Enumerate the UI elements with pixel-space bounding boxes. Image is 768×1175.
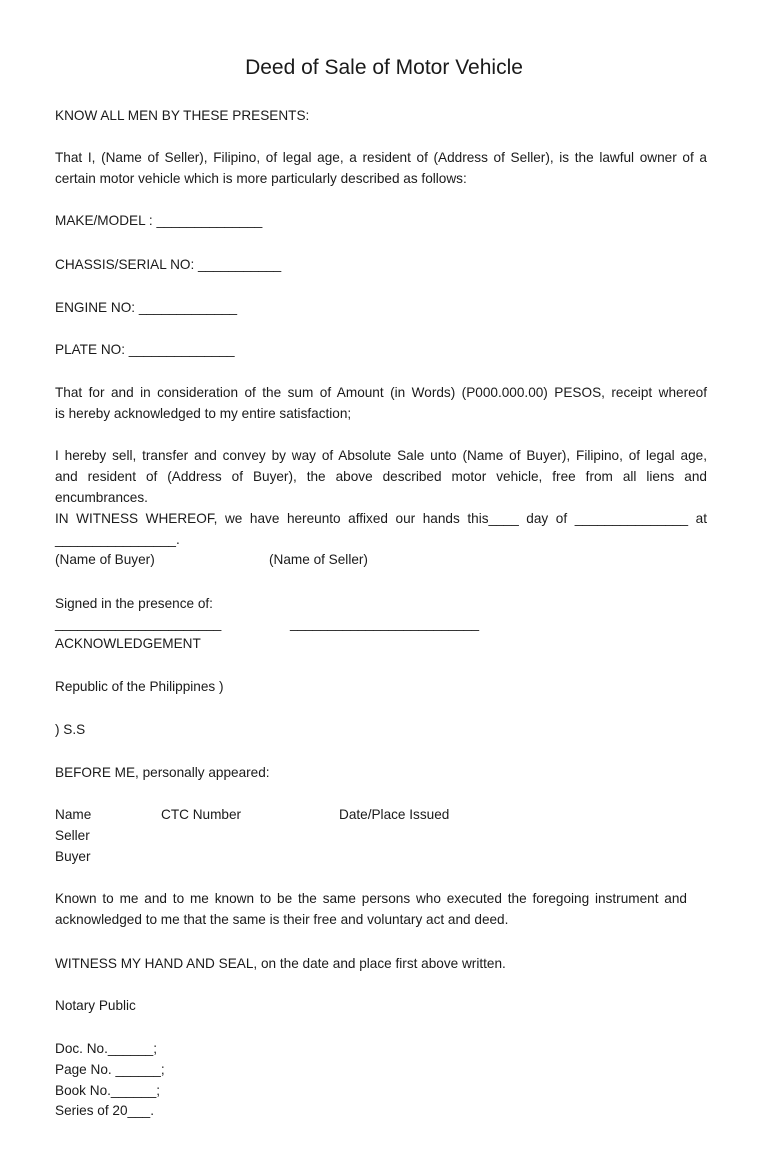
chassis-field: CHASSIS/SERIAL NO: ___________ bbox=[55, 257, 282, 272]
witness-hand-text: WITNESS MY HAND AND SEAL, on the date and place first above written. bbox=[55, 956, 506, 971]
page-no-field: Page No. ______; bbox=[55, 1062, 165, 1077]
table-header-date-place: Date/Place Issued bbox=[339, 807, 450, 822]
republic-text: Republic of the Philippines ) bbox=[55, 679, 224, 694]
acknowledgement-heading: ACKNOWLEDGEMENT bbox=[55, 636, 201, 651]
consideration-line-1: That for and in consideration of the sum of Amount (in Words) (P000.000.00) PESOS, receipt whereof bbox=[55, 385, 707, 400]
table-header-ctc: CTC Number bbox=[161, 807, 242, 822]
table-header-name: Name bbox=[55, 807, 92, 822]
sale-line-2: and resident of (Address of Buyer), the above described motor vehicle, free from all liens and bbox=[55, 469, 707, 484]
consideration-line-2: is hereby acknowledged to my entire satisfaction; bbox=[55, 406, 352, 421]
sale-line-1: I hereby sell, transfer and convey by way of Absolute Sale unto (Name of Buyer), Filipino, of legal age, bbox=[55, 448, 707, 463]
ss-text: ) S.S bbox=[55, 722, 86, 737]
buyer-name-label: (Name of Buyer) bbox=[55, 552, 155, 567]
series-field: Series of 20___. bbox=[55, 1103, 154, 1118]
make-model-field: MAKE/MODEL : ______________ bbox=[55, 213, 263, 228]
witness-line-1: IN WITNESS WHEREOF, we have hereunto affixed our hands this____ day of _______________ at bbox=[55, 511, 707, 526]
book-no-field: Book No.______; bbox=[55, 1083, 161, 1098]
before-me-text: BEFORE ME, personally appeared: bbox=[55, 765, 270, 780]
presence-text: Signed in the presence of: bbox=[55, 596, 213, 611]
notary-public-text: Notary Public bbox=[55, 998, 136, 1013]
doc-no-field: Doc. No.______; bbox=[55, 1041, 158, 1056]
seller-name-label: (Name of Seller) bbox=[269, 552, 368, 567]
plate-field: PLATE NO: ______________ bbox=[55, 342, 235, 357]
witness-signature-line-right: _________________________ bbox=[290, 616, 480, 631]
known-line-2: acknowledged to me that the same is their free and voluntary act and deed. bbox=[55, 912, 509, 927]
engine-field: ENGINE NO: _____________ bbox=[55, 300, 238, 315]
known-line-1: Known to me and to me known to be the same persons who executed the foregoing instrument and bbox=[55, 891, 687, 906]
ownership-line-2: certain motor vehicle which is more particularly described as follows: bbox=[55, 171, 467, 186]
page-title: Deed of Sale of Motor Vehicle bbox=[245, 56, 523, 79]
intro-text: KNOW ALL MEN BY THESE PRESENTS: bbox=[55, 108, 310, 123]
table-row-buyer: Buyer bbox=[55, 849, 91, 864]
witness-line-2: ________________. bbox=[55, 532, 180, 547]
table-row-seller: Seller bbox=[55, 828, 90, 843]
sale-line-3: encumbrances. bbox=[55, 490, 148, 505]
ownership-line-1: That I, (Name of Seller), Filipino, of legal age, a resident of (Address of Seller), is the lawful owner of a bbox=[55, 150, 707, 165]
witness-signature-line-left: ______________________ bbox=[55, 616, 222, 631]
